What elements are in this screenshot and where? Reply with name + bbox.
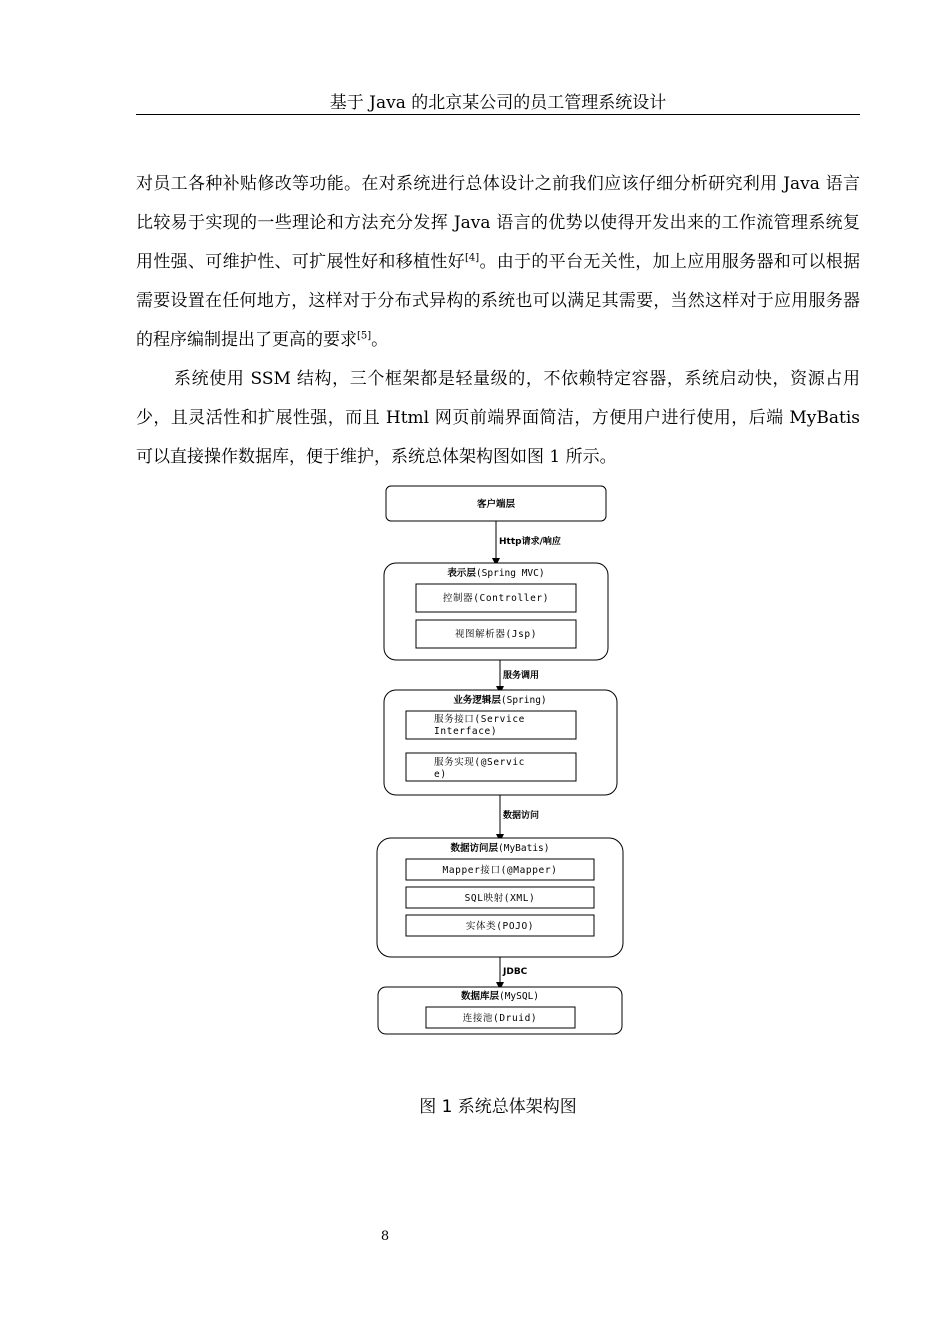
paragraph-1-text-a: 对员工各种补贴修改等功能。在对系统进行总体设计之前我们应该仔细分析研究利用 Java 语言比较易于实现的一些理论和方法充分发挥 Java 语言的优势以使得开发出来的工作流管理系统复用性强、可维护性、可扩展性好和移植性好 [136, 174, 860, 272]
presentation-layer-title: 表示层 [447, 568, 476, 579]
view-resolver-item: 视图解析器(Jsp) [454, 629, 538, 640]
controller-item: 控制器(Controller) [442, 593, 550, 604]
presentation-layer-box [384, 563, 608, 660]
page-number: 8 [380, 1229, 390, 1244]
database-layer-heading [461, 990, 539, 1002]
business-layer-box [384, 690, 617, 795]
service-impl-item-line2: e) [434, 769, 447, 780]
client-layer-title: 客户端层 [476, 499, 516, 510]
presentation-layer-sub: (Spring MVC) [475, 568, 545, 579]
data-access-layer-sub: (MyBatis) [498, 843, 550, 854]
connection-pool-item: 连接池(Druid) [462, 1013, 538, 1024]
business-layer-heading [453, 694, 546, 706]
page-header-title: 基于 Java 的北京某公司的员工管理系统设计 [329, 93, 667, 113]
presentation-layer-heading [447, 567, 544, 579]
citation-5: [5] [357, 330, 372, 342]
database-layer-title: 数据库层 [460, 991, 499, 1002]
arrow-jdbc-label: JDBC [503, 967, 528, 977]
data-access-layer-title: 数据访问层 [450, 843, 499, 854]
paragraph-1-text-c: 。 [371, 330, 389, 350]
arrow-data-access-label: 数据访问 [503, 811, 540, 821]
service-impl-item-line1: 服务实现(@Servic [434, 757, 525, 768]
service-interface-item-line2: Interface) [434, 726, 498, 737]
arrow-service-call-label: 服务调用 [503, 671, 540, 681]
service-interface-item-line1: 服务接口(Service [434, 714, 525, 725]
business-layer-title: 业务逻辑层 [453, 695, 501, 706]
database-layer-box [378, 987, 622, 1034]
citation-4: [4] [464, 252, 480, 264]
data-access-layer-box [377, 838, 623, 957]
figure-caption: 图 1 系统总体架构图 [419, 1097, 577, 1117]
paragraph-2: 系统使用 SSM 结构，三个框架都是轻量级的，不依赖特定容器，系统启动快，资源占用少，且灵活性和扩展性强，而且 Html 网页前端界面简洁，方便用户进行使用，后端 MyBatis 可以直接操作数据库，便于维护，系统总体架构图如图 1 所示。 [136, 369, 860, 467]
entity-class-item: 实体类(POJO) [465, 921, 535, 932]
sql-mapping-item: SQL映射(XML) [464, 893, 536, 904]
database-layer-sub: (MySQL) [498, 991, 540, 1002]
arrow-http-label: Http请求/响应 [499, 537, 561, 547]
client-layer-box [386, 486, 606, 521]
business-layer-sub: (Spring) [500, 695, 547, 706]
paragraph-1-text-b: 。由于的平台无关性，加上应用服务器和可以根据需要设置在任何地方，这样对于分布式异构的系统也可以满足其需要，当然这样对于应用服务器的程序编制提出了更高的要求 [136, 252, 861, 350]
mapper-interface-item: Mapper接口(@Mapper) [442, 865, 558, 876]
data-access-layer-heading [451, 842, 550, 854]
